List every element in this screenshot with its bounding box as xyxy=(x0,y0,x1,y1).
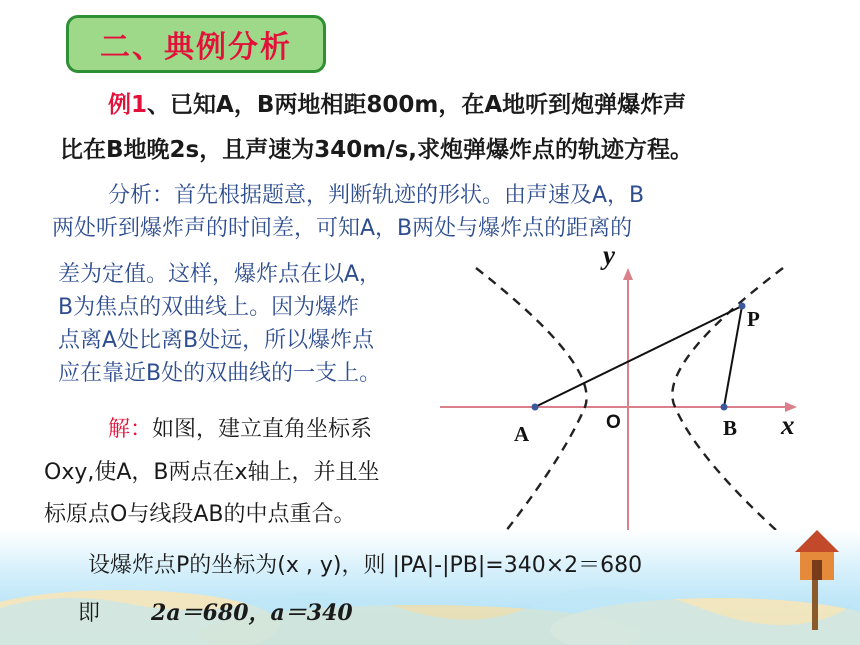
solution-line-3: 标原点O与线段AB的中点重合。 xyxy=(44,502,356,527)
label-origin: O xyxy=(606,412,621,433)
label-x-axis: x xyxy=(781,410,795,440)
point-a xyxy=(532,404,539,411)
example-line-2: 比在B地晚2s，且声速为340m/s,求炮弹爆炸点的轨迹方程。 xyxy=(60,137,694,163)
bottom-line-2 xyxy=(78,596,353,627)
example-label: 例1 xyxy=(108,92,148,118)
analysis-line-3: 差为定值。这样，爆炸点在以A， xyxy=(58,262,382,287)
solution-text-1: 如图，建立直角坐标系 xyxy=(152,417,373,442)
solution-line-2: Oxy,使A，B两点在x轴上，并且坐 xyxy=(44,460,380,485)
bottom-line-2-prefix: 即 xyxy=(78,601,101,626)
label-y-axis: y xyxy=(603,240,615,270)
analysis-line-1: 分析：首先根据题意，判断轨迹的形状。由声速及A，B xyxy=(108,183,645,208)
hyperbola-left-branch xyxy=(476,268,587,556)
point-p xyxy=(739,303,746,310)
segment-pa xyxy=(535,306,742,407)
analysis-line-5: 点离A处比离B处远，所以爆炸点 xyxy=(58,328,375,353)
analysis-line-2: 两处听到爆炸声的时间差，可知A，B两处与爆炸点的距离的 xyxy=(52,216,633,241)
analysis-line-4: B为焦点的双曲线上。因为爆炸 xyxy=(58,295,360,320)
label-a: A xyxy=(514,422,530,446)
label-p: P xyxy=(747,307,760,331)
label-b: B xyxy=(723,416,738,440)
segment-pb xyxy=(724,306,742,407)
solution-label: 解： xyxy=(108,417,153,442)
bottom-line-2-equation: 2a＝680，a＝340 xyxy=(151,600,353,626)
example-text-1: 、已知A，B两地相距800m，在A地听到炮弹爆炸声 xyxy=(147,92,687,118)
page-title: 二、典例分析 xyxy=(100,30,292,65)
y-axis-arrow xyxy=(623,268,633,280)
bottom-line-1: 设爆炸点P的坐标为(x , y)，则 |PA|-|PB|=340×2＝680 xyxy=(88,553,643,578)
point-b xyxy=(721,404,728,411)
analysis-line-6: 应在靠近B处的双曲线的一支上。 xyxy=(58,361,382,386)
